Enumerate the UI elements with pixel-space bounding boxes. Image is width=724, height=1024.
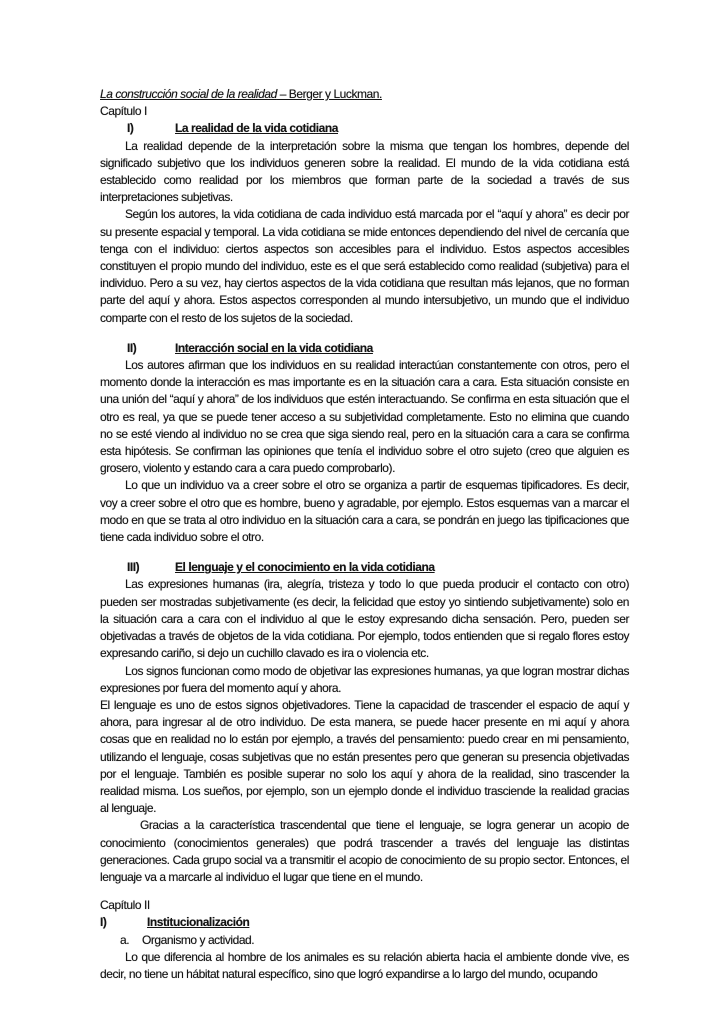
chapter2-section1-title: Institucionalización [147,915,250,930]
chapter2-section1-heading [100,914,629,931]
document-title [100,86,629,103]
paragraph-realidad-1: La realidad depende de la interpretación sobre la misma que tengan los hombres, depende del significado subjetivo que los individuos generen sobre la realidad. El mundo de la vida cotidiana está establecido como realidad por los miembros que forman parte de la sociedad a través de sus interpretaciones subjetivas. [100,138,629,205]
section2-heading [100,340,629,357]
list-item-a [100,932,629,949]
section1-heading [100,120,629,137]
title-authors-text: – Berger y Luckman. [276,87,382,101]
chapter2-label: Capítulo II [100,898,150,913]
section3-title: El lenguaje y el conocimiento en la vida cotidiana [175,560,435,575]
paragraph-lenguaje-2: Los signos funcionan como modo de objetivar las expresiones humanas, ya que logran mostrar dichas expresiones por fuera del momento aquí y ahora. [100,663,629,695]
section3-heading [100,559,629,576]
paragraph-interaccion-1: Los autores afirman que los individuos en su realidad interactúan constantemente con otros, pero el momento donde la interacción es mas importante es en la situación cara a cara. Esta situación consiste en una unión del “aquí y ahora” de los individuos que estén interactuando. Se confirma en esta situación que el otro es real, ya que se puede tener acceso a su subjetividad completamente. Esto no elimina que cuando no se esté viendo al individuo no se crea que siga siendo real, pero en la situación cara a cara se confirma esta hipótesis. Se confirman las opiniones que tenía el individuo sobre el otro sujeto (creo que alguien es grosero, violento y estando cara a cara puedo comprobarlo). [100,358,629,476]
section2-title: Interacción social en la vida cotidiana [175,340,373,355]
section1-number: I) [127,121,134,136]
paragraph-realidad-2: Según los autores, la vida cotidiana de cada individuo está marcada por el “aquí y ahora” es decir por su presente espacial y temporal. La vida cotidiana se mide entonces dependiendo del nivel de cercanía que tenga con el individuo: ciertos aspectos son accesibles para el individuo. Estos aspectos accesibles constituyen el propio mundo del individuo, este es el que será establecido como realidad (subjetiva) para el individuo. Pero a su vez, hay ciertos aspectos de la vida cotidiana que resultan más lejanos, que no forman parte del aquí y ahora. Estos aspectos corresponden al mundo intersubjetivo, un mundo que el individuo comparte con el resto de los sujetos de la sociedad. [100,207,629,325]
paragraph-lenguaje-3: El lenguaje es uno de estos signos objetivadores. Tiene la capacidad de trascender el espacio de aquí y ahora, para ingresar al de otro individuo. De esta manera, se puede hacer presente en mi aquí y ahora cosas que en realidad no lo están por ejemplo, a través del pensamiento: puedo crear en mi pensamiento, utilizando el lenguaje, cosas subjetivas que no están presentes pero que generan su presencia objetivadas por el lenguaje. También es posible superar no solo los aquí y ahora de la realidad, sino trascender la realidad misma. Los sueños, por ejemplo, son un ejemplo donde el individuo trasciende la realidad gracias al lenguaje. [100,697,629,816]
section3-number: III) [127,560,140,575]
document-content [100,86,629,983]
chapter2-section1-number: I) [100,915,107,930]
paragraph-organismo-1: Lo que diferencia al hombre de los animales es su relación abierta hacia el ambiente donde vive, es decir, no tiene un hábitat natural específico, sino que logró expandirse a lo largo del mundo, ocupando [100,949,629,981]
list-item-a-text: Organismo y actividad. [142,932,255,947]
section1-title: La realidad de la vida cotidiana [175,121,338,136]
title-italic-text: La construcción social de la realidad [100,87,277,101]
list-item-a-marker: a. [120,932,130,947]
paragraph-lenguaje-1: Las expresiones humanas (ira, alegría, tristeza y todo lo que pueda producir el contacto con otro) pueden ser mostradas subjetivamente (es decir, la felicidad que estoy yo sintiendo subjetivamente) solo en la situación cara a cara con el individuo al que le estoy expresando dicha sensación. Pero, pueden ser objetivadas a través de objetos de la vida cotidiana. Por ejemplo, todos entienden que si regalo flores estoy expresando cariño, si dejo un cuchillo clavado es ira o violencia etc. [100,577,629,661]
paragraph-interaccion-2: Lo que un individuo va a creer sobre el otro se organiza a partir de esquemas tipificadores. Es decir, voy a creer sobre el otro que es hombre, bueno y agradable, por ejemplo. Estos esquemas van a marcar el modo en que se trata al otro individuo en la situación cara a cara, se pondrán en juego las tipificaciones que tiene cada individuo sobre el otro. [100,478,629,545]
paragraph-lenguaje-4: Gracias a la característica trascendental que tiene el lenguaje, se logra generar un acopio de conocimiento (conocimientos generales) que podrá trascender a través del lenguaje las distintas generaciones. Cada grupo social va a transmitir el acopio de conocimiento de su propio sector. Entonces, el lenguaje va a marcarle al individuo el lugar que tiene en el mundo. [100,818,629,884]
chapter1-label: Capítulo I [100,104,147,119]
section2-number: II) [127,340,137,355]
